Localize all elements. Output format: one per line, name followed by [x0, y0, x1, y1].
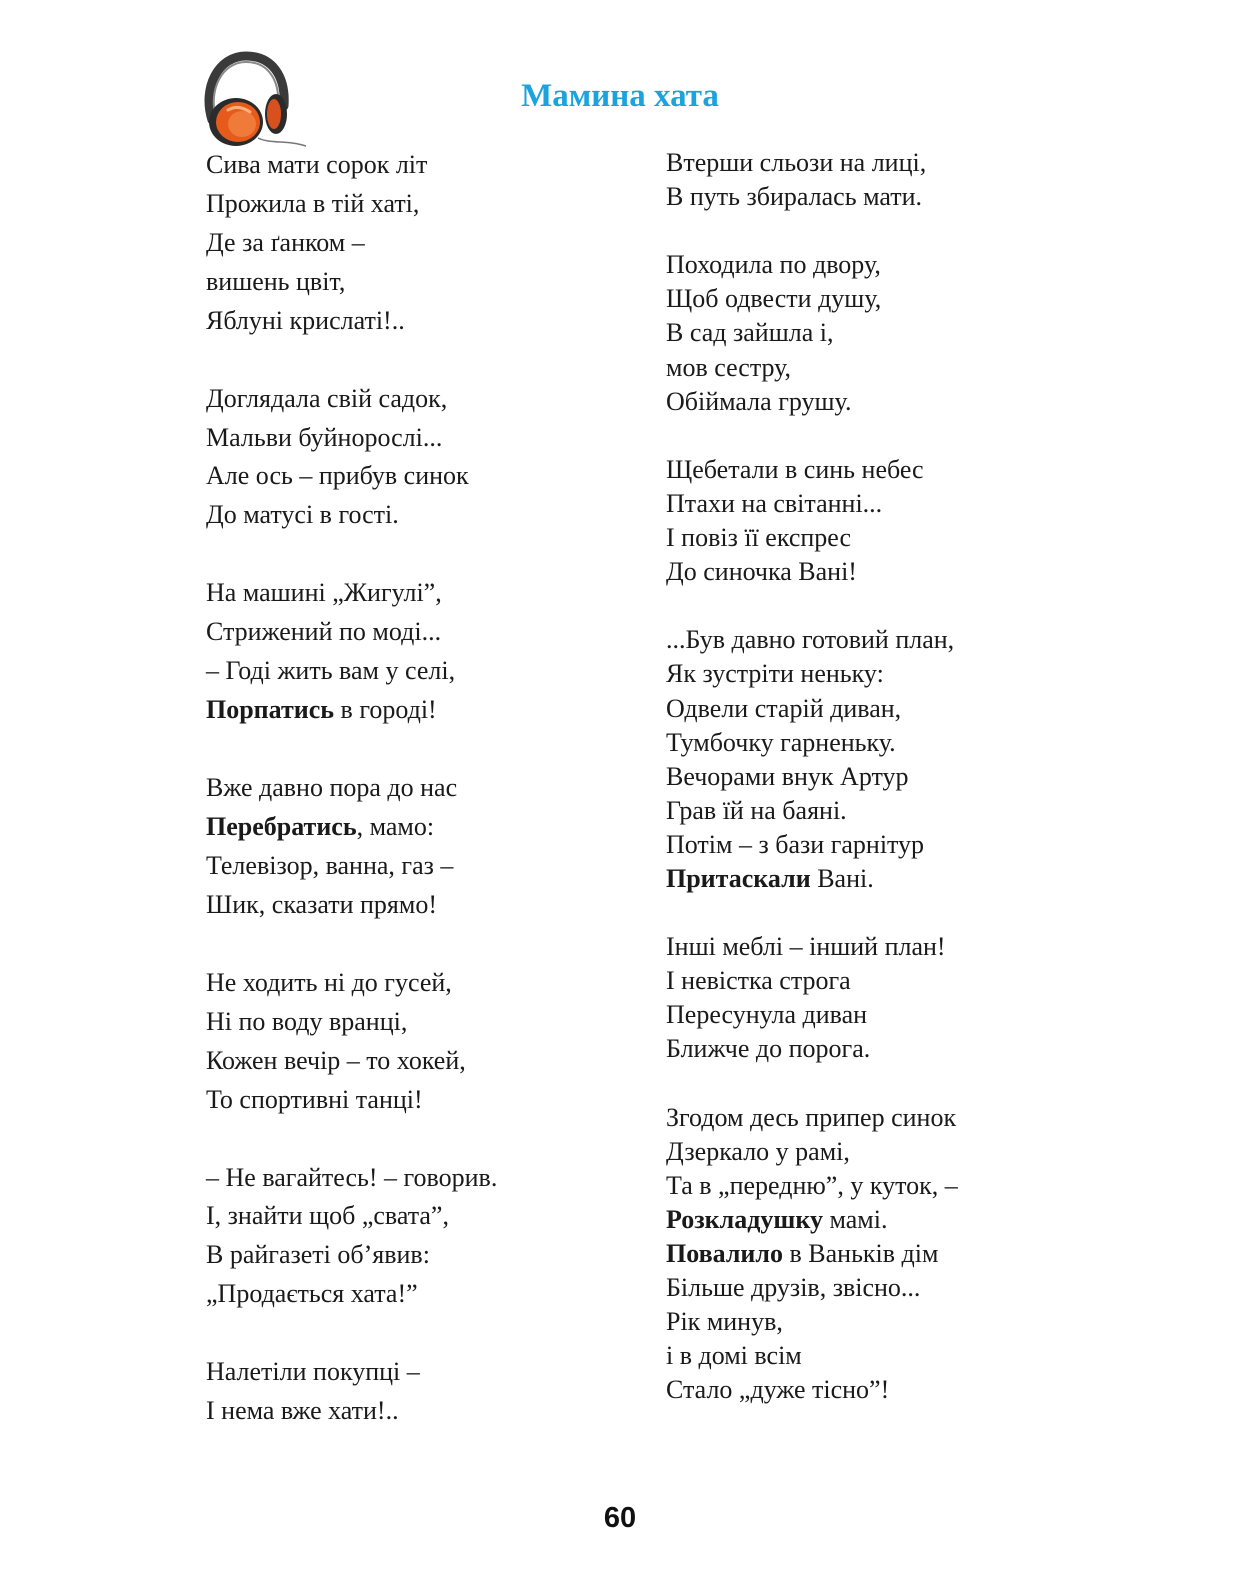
- stanza: [206, 964, 616, 1120]
- line-text: Інші меблі – інший план!: [666, 932, 946, 962]
- poem-line: [666, 1032, 1086, 1066]
- poem-line: [666, 964, 1086, 998]
- poem-line: [666, 385, 1086, 419]
- poem-line: [666, 828, 1086, 862]
- line-text: Шик, сказати прямо!: [206, 889, 437, 919]
- poem-line: [206, 574, 616, 613]
- stanza: [666, 453, 1086, 589]
- stanza: [666, 930, 1086, 1066]
- stanza: [666, 623, 1086, 896]
- poem-title: Мамина хата: [521, 78, 719, 114]
- poem-line: [206, 769, 616, 808]
- poem-line: [666, 316, 1086, 350]
- line-text: і в домі всім: [666, 1341, 802, 1371]
- poem-line: [206, 1353, 616, 1392]
- line-text: Щоб одвести душу,: [666, 284, 882, 314]
- line-text: В райгазеті об’явив:: [206, 1240, 430, 1270]
- line-text: Тумбочку гарненьку.: [666, 727, 896, 757]
- line-text: В путь збиралась мати.: [666, 182, 922, 212]
- stanza: [206, 1159, 616, 1315]
- poem-line: [666, 351, 1086, 385]
- left-column: [206, 146, 616, 1470]
- bold-word: Притаскали: [666, 863, 811, 893]
- line-text: В сад зайшла і,: [666, 318, 834, 348]
- stanza: [206, 769, 616, 925]
- stanza: [206, 1353, 616, 1431]
- line-text: Пересунула диван: [666, 1000, 868, 1030]
- poem-line: [666, 862, 1086, 896]
- line-text: в Ваньків дім: [783, 1239, 939, 1268]
- poem-line: [666, 692, 1086, 726]
- line-text: Яблуні крислаті!..: [206, 305, 405, 335]
- stanza: [206, 146, 616, 341]
- line-text: На машині „Жигулі”,: [206, 578, 442, 608]
- right-column: [666, 146, 1086, 1442]
- line-text: Стрижений по моді...: [206, 617, 442, 647]
- poem-line: [206, 496, 616, 535]
- poem-line: [206, 419, 616, 458]
- poem-line: [666, 282, 1086, 316]
- bold-word: Порпатись: [206, 695, 335, 725]
- stanza: [666, 1101, 1086, 1408]
- line-text: Втерши сльози на лиці,: [666, 148, 927, 177]
- poem-line: [666, 930, 1086, 964]
- line-text: Не ходить ні до гусей,: [206, 967, 452, 997]
- poem-line: [666, 453, 1086, 487]
- line-text: Стало „дуже тісно”!: [666, 1375, 890, 1405]
- poem-line: [206, 185, 616, 224]
- poem-line: [666, 1339, 1086, 1373]
- line-text: Як зустріти неньку:: [666, 659, 884, 689]
- line-text: Походила по двору,: [666, 250, 881, 280]
- line-text: Доглядала свій садок,: [206, 383, 448, 413]
- poem-line: [206, 613, 616, 652]
- line-text: І повіз її експрес: [666, 523, 851, 553]
- line-text: І невістка строга: [666, 966, 851, 996]
- stanza: [666, 146, 1086, 214]
- poem-line: [206, 1159, 616, 1198]
- poem-line: [666, 623, 1086, 657]
- poem-line: [666, 1101, 1086, 1135]
- poem-line: [206, 652, 616, 691]
- line-text: Згодом десь припер синок: [666, 1102, 957, 1132]
- line-text: Вані.: [810, 863, 874, 893]
- poem-line: [666, 180, 1086, 214]
- poem-line: [666, 1135, 1086, 1169]
- line-text: Налетіли покупці –: [206, 1357, 420, 1387]
- poem-line: [666, 1169, 1086, 1203]
- line-text: „Продається хата!”: [206, 1279, 418, 1309]
- bold-word: Розкладушку: [666, 1204, 823, 1234]
- poem-line: [666, 657, 1086, 691]
- poem-line: [206, 1236, 616, 1275]
- poem-line: [666, 521, 1086, 555]
- line-text: Грав їй на баяні.: [666, 795, 847, 825]
- line-text: Телевізор, ванна, газ –: [206, 850, 454, 880]
- poem-line: [206, 146, 616, 185]
- poem-line: [206, 380, 616, 419]
- line-text: вишень цвіт,: [206, 266, 346, 296]
- stanza: [206, 574, 616, 730]
- poem-line: [666, 146, 1086, 180]
- poem-line: [666, 1373, 1086, 1407]
- line-text: – Не вагайтесь! – говорив.: [206, 1162, 498, 1192]
- poem-line: [206, 847, 616, 886]
- line-text: Прожила в тій хаті,: [206, 188, 420, 218]
- poem-line: [206, 457, 616, 496]
- poem-line: [666, 760, 1086, 794]
- poem-line: [206, 1042, 616, 1081]
- line-text: Сива мати сорок літ: [206, 150, 428, 179]
- poem-line: [206, 691, 616, 730]
- poem-line: [206, 1197, 616, 1236]
- poem-line: [206, 1003, 616, 1042]
- poem-line: [206, 224, 616, 263]
- poem-line: [666, 1237, 1086, 1271]
- line-text: Обіймала грушу.: [666, 386, 852, 416]
- line-text: Дзеркало у рамі,: [666, 1136, 850, 1166]
- line-text: – Годі жить вам у селі,: [206, 656, 456, 686]
- line-text: мов сестру,: [666, 352, 792, 382]
- line-text: І, знайти щоб „свата”,: [206, 1201, 449, 1231]
- line-text: Ні по воду вранці,: [206, 1006, 408, 1036]
- line-text: Мальви буйнорослі...: [206, 422, 443, 452]
- line-text: Вже давно пора до нас: [206, 773, 458, 803]
- poem-line: [206, 964, 616, 1003]
- line-text: Де за ґанком –: [206, 227, 365, 257]
- line-text: мамі.: [822, 1204, 888, 1234]
- line-text: То спортивні танці!: [206, 1084, 423, 1114]
- poem-line: [666, 487, 1086, 521]
- line-text: , мамо:: [356, 811, 435, 841]
- line-text: І нема вже хати!..: [206, 1396, 399, 1426]
- poem-line: [206, 263, 616, 302]
- line-text: Щебетали в синь небес: [666, 454, 924, 484]
- line-text: Рік минув,: [666, 1307, 783, 1337]
- poem-line: [666, 1203, 1086, 1237]
- poem-line: [666, 726, 1086, 760]
- line-text: Потім – з бази гарнітур: [666, 829, 925, 859]
- poem-line: [206, 886, 616, 925]
- bold-word: Перебратись: [206, 811, 357, 841]
- poem-line: [666, 1305, 1086, 1339]
- line-text: Та в „передню”, у куток, –: [666, 1170, 958, 1200]
- bold-word: Повалило: [666, 1239, 783, 1268]
- poem-line: [666, 998, 1086, 1032]
- line-text: Птахи на світанні...: [666, 488, 883, 518]
- poem-line: [666, 794, 1086, 828]
- poem-line: [206, 302, 616, 341]
- poem-line: [666, 555, 1086, 589]
- line-text: Ближче до порога.: [666, 1034, 871, 1064]
- page-number: 60: [603, 1502, 637, 1534]
- line-text: Більше друзів, звісно...: [666, 1273, 921, 1303]
- poem-line: [666, 248, 1086, 282]
- line-text: ...Був давно готовий план,: [666, 625, 955, 655]
- line-text: Кожен вечір – то хокей,: [206, 1045, 466, 1075]
- poem-line: [206, 1081, 616, 1120]
- poem-line: [666, 1271, 1086, 1305]
- line-text: Одвели старій диван,: [666, 693, 902, 723]
- line-text: До матусі в гості.: [206, 500, 399, 530]
- poem-line: [206, 1275, 616, 1314]
- line-text: Вечорами внук Артур: [666, 761, 909, 791]
- line-text: в городі!: [334, 695, 437, 725]
- line-text: До синочка Вані!: [666, 557, 857, 587]
- poem-line: [206, 808, 616, 847]
- stanza: [206, 380, 616, 536]
- stanza: [666, 248, 1086, 418]
- poem-line: [206, 1392, 616, 1431]
- line-text: Але ось – прибув синок: [206, 461, 469, 491]
